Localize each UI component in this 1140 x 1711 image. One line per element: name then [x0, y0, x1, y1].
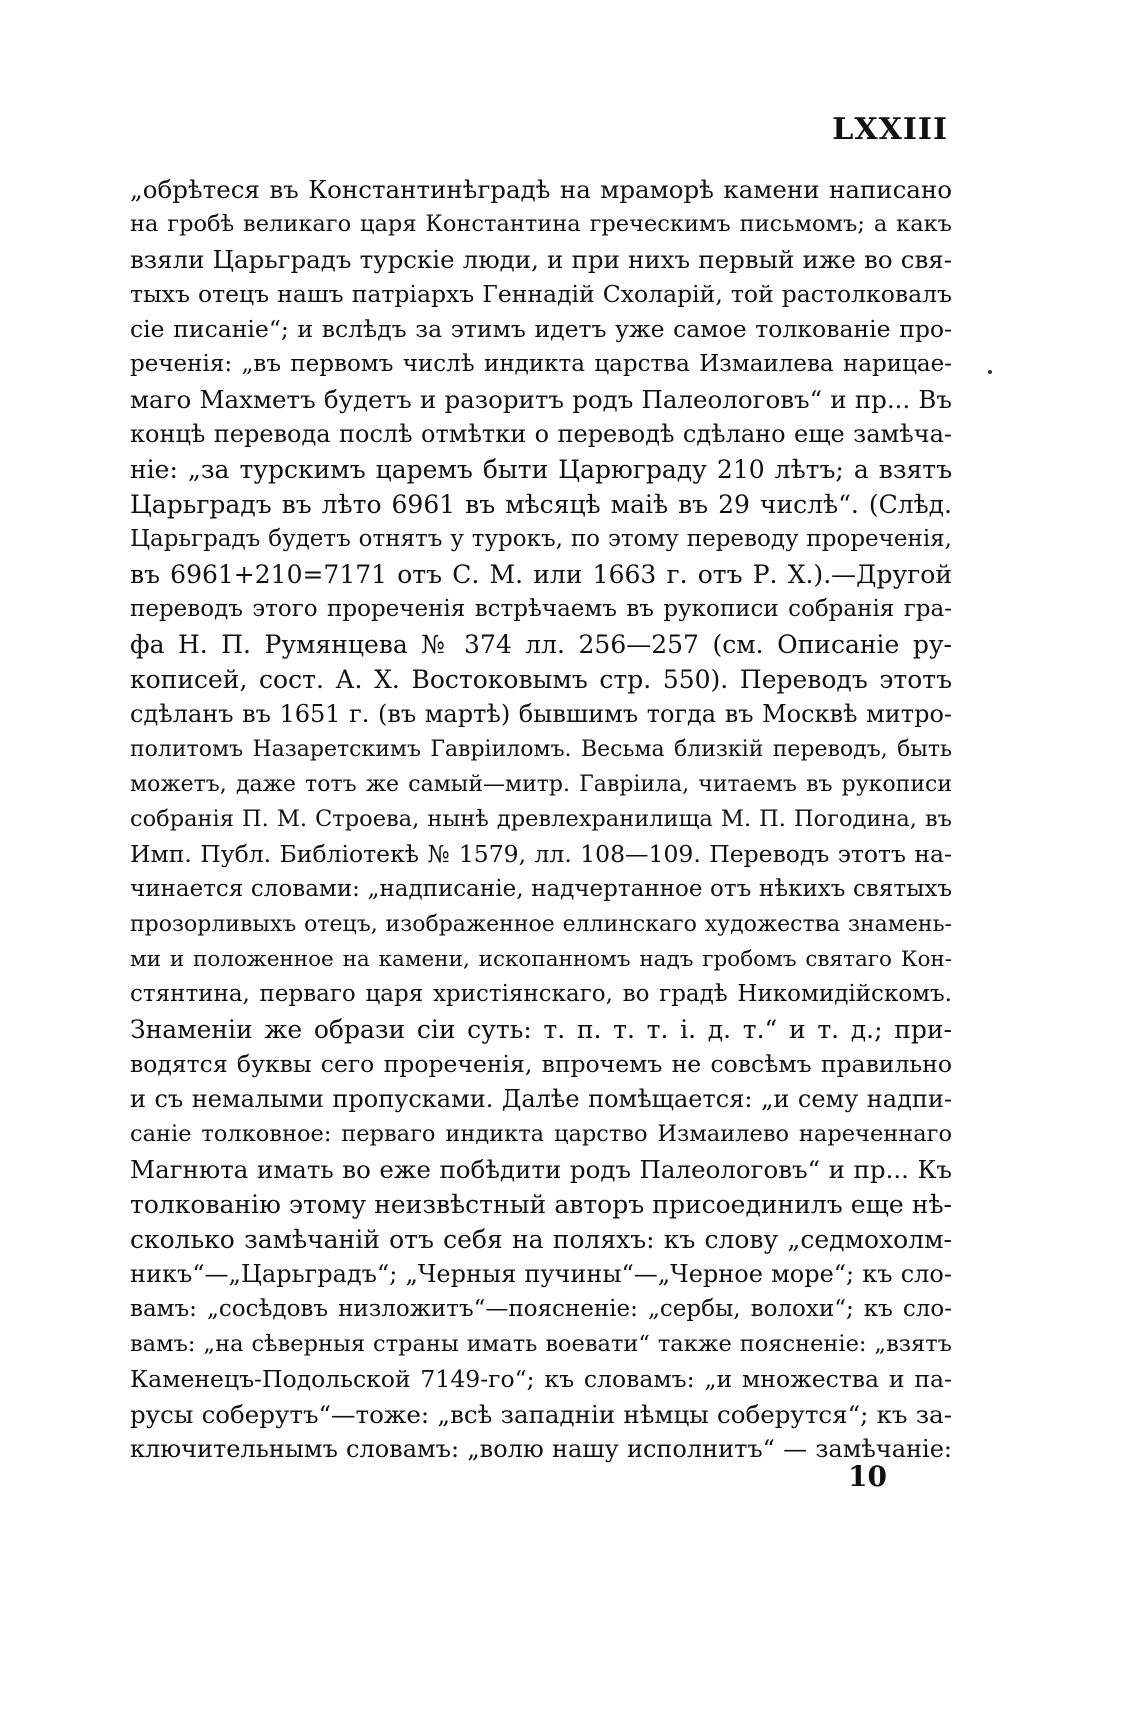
text-line: Имп. Публ. Библіотекѣ № 1579, лл. 108—109. Переводъ этотъ на- — [130, 840, 952, 868]
text-line: переводъ этого прореченія встрѣчаемъ въ рукописи собранія гра- — [130, 596, 952, 622]
text-line: можетъ, даже тотъ же самый—митр. Гавріила, читаемъ въ рукописи — [130, 772, 952, 797]
text-line: ключительнымъ словамъ: „волю нашу исполнитъ“ — замѣчаніе: — [130, 1435, 952, 1463]
text-line: сколько замѣчаній отъ себя на поляхъ: къ слову „седмохолм- — [130, 1225, 952, 1254]
text-line: фа Н. П. Румянцева № 374 лл. 256—257 (см. Описаніе ру- — [130, 630, 952, 659]
text-line: никъ“—„Царьградъ“; „Черныя пучины“—„Черное море“; къ сло- — [130, 1260, 952, 1288]
text-line: сіе писаніе“; и вслѣдъ за этимъ идетъ уже самое толкованіе про- — [130, 315, 952, 343]
text-line: взяли Царьградъ турскіе люди, и при нихъ первый иже во свя- — [130, 245, 952, 274]
text-line: сдѣланъ въ 1651 г. (въ мартѣ) бывшимъ тогда въ Москвѣ митро- — [130, 700, 952, 728]
body-text — [130, 172, 952, 1467]
text-line: ніе: „за турскимъ царемъ быти Царюграду 210 лѣтъ; а взятъ — [130, 455, 952, 484]
text-line: въ 6961+210=7171 отъ С. М. или 1663 г. отъ Р. Х.).—Другой — [130, 560, 952, 589]
text-line: саніе толковное: перваго индикта царство Измаилево нареченнаго — [130, 1121, 952, 1147]
text-line: чинается словами: „надписаніе, надчертанное отъ нѣкихъ святыхъ — [130, 876, 952, 902]
text-line: Знаменіи же образи сіи суть: т. п. т. т. і. д. т.“ и т. д.; при- — [130, 1015, 952, 1044]
text-line: Царьградъ будетъ отнятъ у турокъ, по этому переводу прореченія, — [130, 526, 952, 552]
text-line: Магнюта имать во еже побѣдити родъ Палеологовъ“ и пр... Къ — [130, 1155, 952, 1184]
text-line: вамъ: „на сѣверныя страны имать воевати“ также поясненіе: „взятъ — [130, 1331, 952, 1357]
text-line: реченія: „въ первомъ числѣ индикта царства Измаилева нарицае- — [130, 351, 952, 377]
text-line: ми и положенное на камени, ископанномъ надъ гробомъ святаго Кон- — [130, 947, 952, 972]
text-line: прозорливыхъ отецъ, изображенное еллинскаго художества знамень- — [130, 912, 952, 937]
page-number-roman: LXXIII — [832, 112, 948, 147]
text-line: „обрѣтеся въ Константинѣградѣ на мраморѣ камени написано — [130, 175, 952, 204]
text-line: вамъ: „сосѣдовъ низложитъ“—поясненіе: „сербы, волохи“; къ сло- — [130, 1296, 952, 1322]
text-line: собранія П. М. Строева, нынѣ древлехранилища М. П. Погодина, въ — [130, 806, 952, 832]
text-line: толкованію этому неизвѣстный авторъ присоединилъ еще нѣ- — [130, 1190, 952, 1219]
text-line: Каменецъ-Подольской 7149-го“; къ словамъ: „и множества и па- — [130, 1365, 952, 1393]
text-line: стянтина, перваго царя христіянскаго, во градѣ Никомидійскомъ. — [130, 981, 952, 1007]
text-line: политомъ Назаретскимъ Гавріиломъ. Весьма близкій переводъ, быть — [130, 737, 952, 762]
text-line: Царьградъ въ лѣто 6961 въ мѣсяцѣ маіѣ въ 29 числѣ“. (Слѣд. — [130, 490, 952, 519]
text-line: маго Махметъ будетъ и разоритъ родъ Палеологовъ“ и пр... Въ — [130, 385, 952, 414]
signature-mark: 10 — [848, 1460, 887, 1493]
text-line: кописей, сост. А. Х. Востоковымъ стр. 550). Переводъ этотъ — [130, 665, 952, 694]
stray-ink-dot — [988, 370, 992, 374]
text-line: концѣ перевода послѣ отмѣтки о переводѣ сдѣлано еще замѣча- — [130, 420, 952, 448]
text-line: тыхъ отецъ нашъ патріархъ Геннадій Схоларій, той растолковалъ — [130, 280, 952, 308]
text-line: русы соберутъ“—тоже: „всѣ западніи нѣмцы соберутся“; къ за- — [130, 1400, 952, 1429]
text-line: на гробѣ великаго царя Константина греческимъ письмомъ; а какъ — [130, 211, 952, 237]
text-line: и съ немалыми пропусками. Далѣе помѣщается: „и сему надпи- — [130, 1085, 952, 1113]
text-line: водятся буквы сего прореченія, впрочемъ не совсѣмъ правильно — [130, 1050, 952, 1078]
